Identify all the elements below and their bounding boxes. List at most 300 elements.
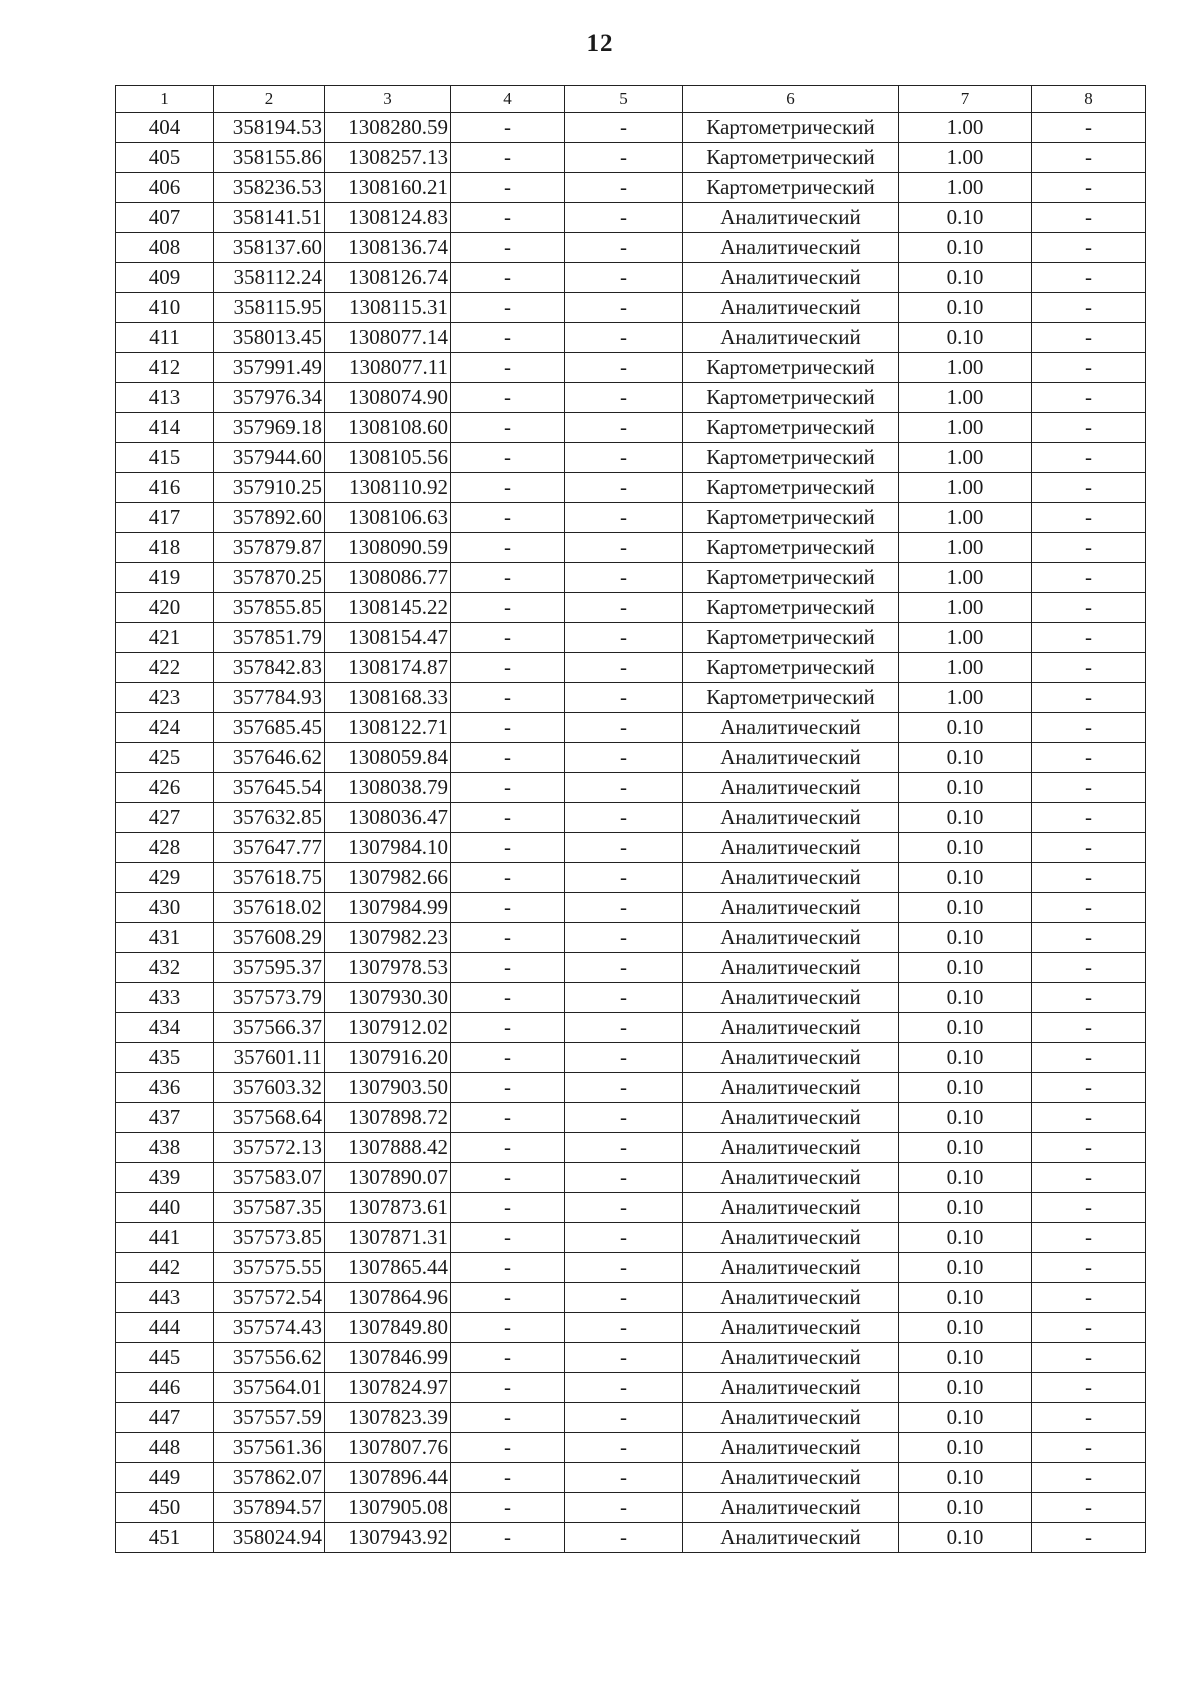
point-number-cell: 422 — [116, 653, 214, 683]
method-cell: Аналитический — [683, 773, 899, 803]
point-number-cell: 433 — [116, 983, 214, 1013]
accuracy-cell: 0.10 — [899, 263, 1032, 293]
point-number-cell: 414 — [116, 413, 214, 443]
coordinate-y-cell: 1307930.30 — [325, 983, 451, 1013]
accuracy-cell: 0.10 — [899, 713, 1032, 743]
column-4-cell: - — [451, 803, 565, 833]
column-5-cell: - — [565, 983, 683, 1013]
column-5-cell: - — [565, 383, 683, 413]
coordinate-y-cell: 1308122.71 — [325, 713, 451, 743]
table-row — [116, 1073, 1146, 1103]
column-8-cell: - — [1032, 1313, 1146, 1343]
column-4-cell: - — [451, 473, 565, 503]
column-5-cell: - — [565, 1133, 683, 1163]
column-5-cell: - — [565, 1223, 683, 1253]
coordinate-y-cell: 1307903.50 — [325, 1073, 451, 1103]
table-row — [116, 923, 1146, 953]
column-5-cell: - — [565, 293, 683, 323]
coordinate-x-cell: 357618.02 — [214, 893, 325, 923]
point-number-cell: 408 — [116, 233, 214, 263]
column-8-cell: - — [1032, 713, 1146, 743]
coordinate-x-cell: 357572.54 — [214, 1283, 325, 1313]
column-8-cell: - — [1032, 1523, 1146, 1553]
method-cell: Аналитический — [683, 953, 899, 983]
accuracy-cell: 1.00 — [899, 533, 1032, 563]
point-number-cell: 415 — [116, 443, 214, 473]
column-4-cell: - — [451, 773, 565, 803]
accuracy-cell: 0.10 — [899, 1103, 1032, 1133]
coordinate-y-cell: 1308077.14 — [325, 323, 451, 353]
coordinate-x-cell: 357685.45 — [214, 713, 325, 743]
point-number-cell: 421 — [116, 623, 214, 653]
coordinate-x-cell: 357573.79 — [214, 983, 325, 1013]
method-cell: Аналитический — [683, 293, 899, 323]
column-4-cell: - — [451, 1253, 565, 1283]
accuracy-cell: 1.00 — [899, 353, 1032, 383]
accuracy-cell: 1.00 — [899, 503, 1032, 533]
column-5-cell: - — [565, 1163, 683, 1193]
table-row — [116, 863, 1146, 893]
coordinate-y-cell: 1308105.56 — [325, 443, 451, 473]
column-5-cell: - — [565, 143, 683, 173]
column-5-cell: - — [565, 113, 683, 143]
table-row — [116, 593, 1146, 623]
accuracy-cell: 1.00 — [899, 593, 1032, 623]
column-header-7: 7 — [899, 86, 1032, 113]
point-number-cell: 443 — [116, 1283, 214, 1313]
table-row — [116, 953, 1146, 983]
coordinate-x-cell: 357601.11 — [214, 1043, 325, 1073]
column-8-cell: - — [1032, 893, 1146, 923]
coordinate-y-cell: 1308077.11 — [325, 353, 451, 383]
point-number-cell: 404 — [116, 113, 214, 143]
coordinate-x-cell: 357574.43 — [214, 1313, 325, 1343]
column-8-cell: - — [1032, 1403, 1146, 1433]
coordinate-y-cell: 1307824.97 — [325, 1373, 451, 1403]
column-8-cell: - — [1032, 683, 1146, 713]
accuracy-cell: 1.00 — [899, 623, 1032, 653]
method-cell: Картометрический — [683, 413, 899, 443]
coordinate-x-cell: 357587.35 — [214, 1193, 325, 1223]
column-5-cell: - — [565, 623, 683, 653]
accuracy-cell: 1.00 — [899, 473, 1032, 503]
coordinate-y-cell: 1307871.31 — [325, 1223, 451, 1253]
table-row — [116, 683, 1146, 713]
accuracy-cell: 1.00 — [899, 383, 1032, 413]
coordinate-x-cell: 357595.37 — [214, 953, 325, 983]
method-cell: Аналитический — [683, 983, 899, 1013]
point-number-cell: 440 — [116, 1193, 214, 1223]
coordinate-y-cell: 1307982.66 — [325, 863, 451, 893]
column-5-cell: - — [565, 1343, 683, 1373]
column-8-cell: - — [1032, 1493, 1146, 1523]
coordinate-x-cell: 357969.18 — [214, 413, 325, 443]
column-8-cell: - — [1032, 743, 1146, 773]
coordinate-y-cell: 1307888.42 — [325, 1133, 451, 1163]
column-4-cell: - — [451, 1343, 565, 1373]
table-row — [116, 1283, 1146, 1313]
point-number-cell: 450 — [116, 1493, 214, 1523]
column-8-cell: - — [1032, 383, 1146, 413]
coordinate-x-cell: 357573.85 — [214, 1223, 325, 1253]
method-cell: Аналитический — [683, 803, 899, 833]
coordinate-y-cell: 1308038.79 — [325, 773, 451, 803]
method-cell: Картометрический — [683, 503, 899, 533]
column-8-cell: - — [1032, 863, 1146, 893]
method-cell: Картометрический — [683, 443, 899, 473]
table-row — [116, 1253, 1146, 1283]
method-cell: Аналитический — [683, 1433, 899, 1463]
accuracy-cell: 0.10 — [899, 1283, 1032, 1313]
column-4-cell: - — [451, 533, 565, 563]
column-8-cell: - — [1032, 833, 1146, 863]
column-5-cell: - — [565, 653, 683, 683]
table-row — [116, 623, 1146, 653]
accuracy-cell: 0.10 — [899, 953, 1032, 983]
table-row — [116, 1343, 1146, 1373]
table-row — [116, 893, 1146, 923]
column-4-cell: - — [451, 1403, 565, 1433]
coordinate-x-cell: 358013.45 — [214, 323, 325, 353]
column-4-cell: - — [451, 443, 565, 473]
accuracy-cell: 0.10 — [899, 1163, 1032, 1193]
table-row — [116, 1133, 1146, 1163]
point-number-cell: 442 — [116, 1253, 214, 1283]
column-8-cell: - — [1032, 1193, 1146, 1223]
column-4-cell: - — [451, 293, 565, 323]
method-cell: Аналитический — [683, 1403, 899, 1433]
column-8-cell: - — [1032, 1103, 1146, 1133]
point-number-cell: 439 — [116, 1163, 214, 1193]
point-number-cell: 441 — [116, 1223, 214, 1253]
table-row — [116, 1433, 1146, 1463]
column-8-cell: - — [1032, 1163, 1146, 1193]
method-cell: Картометрический — [683, 533, 899, 563]
column-8-cell: - — [1032, 143, 1146, 173]
column-4-cell: - — [451, 683, 565, 713]
accuracy-cell: 0.10 — [899, 1133, 1032, 1163]
point-number-cell: 423 — [116, 683, 214, 713]
column-8-cell: - — [1032, 563, 1146, 593]
coordinate-x-cell: 358155.86 — [214, 143, 325, 173]
method-cell: Картометрический — [683, 383, 899, 413]
column-5-cell: - — [565, 1493, 683, 1523]
column-4-cell: - — [451, 1433, 565, 1463]
method-cell: Аналитический — [683, 1193, 899, 1223]
coordinate-y-cell: 1307916.20 — [325, 1043, 451, 1073]
point-number-cell: 416 — [116, 473, 214, 503]
table-row — [116, 1103, 1146, 1133]
column-4-cell: - — [451, 233, 565, 263]
accuracy-cell: 0.10 — [899, 863, 1032, 893]
coordinate-y-cell: 1308108.60 — [325, 413, 451, 443]
column-4-cell: - — [451, 203, 565, 233]
column-header-1: 1 — [116, 86, 214, 113]
coordinate-x-cell: 357608.29 — [214, 923, 325, 953]
column-5-cell: - — [565, 533, 683, 563]
coordinate-y-cell: 1308106.63 — [325, 503, 451, 533]
point-number-cell: 447 — [116, 1403, 214, 1433]
column-4-cell: - — [451, 833, 565, 863]
column-4-cell: - — [451, 323, 565, 353]
column-8-cell: - — [1032, 623, 1146, 653]
point-number-cell: 418 — [116, 533, 214, 563]
column-4-cell: - — [451, 503, 565, 533]
method-cell: Аналитический — [683, 1523, 899, 1553]
table-row — [116, 1043, 1146, 1073]
column-5-cell: - — [565, 1403, 683, 1433]
table-row — [116, 323, 1146, 353]
column-4-cell: - — [451, 713, 565, 743]
column-5-cell: - — [565, 1043, 683, 1073]
column-8-cell: - — [1032, 113, 1146, 143]
accuracy-cell: 0.10 — [899, 923, 1032, 953]
column-5-cell: - — [565, 683, 683, 713]
column-header-5: 5 — [565, 86, 683, 113]
table-row — [116, 413, 1146, 443]
header-row — [116, 86, 1146, 113]
method-cell: Аналитический — [683, 1043, 899, 1073]
column-5-cell: - — [565, 803, 683, 833]
column-4-cell: - — [451, 353, 565, 383]
method-cell: Аналитический — [683, 263, 899, 293]
point-number-cell: 412 — [116, 353, 214, 383]
column-5-cell: - — [565, 233, 683, 263]
accuracy-cell: 0.10 — [899, 1043, 1032, 1073]
method-cell: Картометрический — [683, 173, 899, 203]
coordinate-x-cell: 357910.25 — [214, 473, 325, 503]
column-header-2: 2 — [214, 86, 325, 113]
method-cell: Аналитический — [683, 1463, 899, 1493]
accuracy-cell: 1.00 — [899, 443, 1032, 473]
coordinate-y-cell: 1308257.13 — [325, 143, 451, 173]
coordinate-x-cell: 358115.95 — [214, 293, 325, 323]
column-4-cell: - — [451, 983, 565, 1013]
coordinate-x-cell: 358236.53 — [214, 173, 325, 203]
coordinate-x-cell: 357645.54 — [214, 773, 325, 803]
coordinate-x-cell: 357647.77 — [214, 833, 325, 863]
column-4-cell: - — [451, 1133, 565, 1163]
column-5-cell: - — [565, 203, 683, 233]
coordinate-y-cell: 1308145.22 — [325, 593, 451, 623]
coordinate-x-cell: 357556.62 — [214, 1343, 325, 1373]
table-row — [116, 143, 1146, 173]
accuracy-cell: 0.10 — [899, 293, 1032, 323]
accuracy-cell: 0.10 — [899, 833, 1032, 863]
method-cell: Аналитический — [683, 713, 899, 743]
column-4-cell: - — [451, 143, 565, 173]
column-5-cell: - — [565, 1373, 683, 1403]
coordinate-y-cell: 1307849.80 — [325, 1313, 451, 1343]
coordinate-y-cell: 1307873.61 — [325, 1193, 451, 1223]
method-cell: Аналитический — [683, 1313, 899, 1343]
method-cell: Аналитический — [683, 1163, 899, 1193]
column-header-4: 4 — [451, 86, 565, 113]
table-row — [116, 653, 1146, 683]
point-number-cell: 407 — [116, 203, 214, 233]
method-cell: Аналитический — [683, 1223, 899, 1253]
column-5-cell: - — [565, 923, 683, 953]
accuracy-cell: 1.00 — [899, 413, 1032, 443]
accuracy-cell: 0.10 — [899, 1493, 1032, 1523]
coordinate-y-cell: 1308110.92 — [325, 473, 451, 503]
coordinate-y-cell: 1307982.23 — [325, 923, 451, 953]
column-8-cell: - — [1032, 203, 1146, 233]
column-header-3: 3 — [325, 86, 451, 113]
coordinate-x-cell: 357557.59 — [214, 1403, 325, 1433]
column-4-cell: - — [451, 1493, 565, 1523]
column-4-cell: - — [451, 1463, 565, 1493]
point-number-cell: 409 — [116, 263, 214, 293]
table-row — [116, 383, 1146, 413]
table-row — [116, 233, 1146, 263]
table-row — [116, 293, 1146, 323]
coordinate-x-cell: 357842.83 — [214, 653, 325, 683]
accuracy-cell: 0.10 — [899, 1223, 1032, 1253]
column-4-cell: - — [451, 563, 565, 593]
table-row — [116, 833, 1146, 863]
table-row — [116, 563, 1146, 593]
column-8-cell: - — [1032, 1013, 1146, 1043]
method-cell: Аналитический — [683, 1343, 899, 1373]
table-body — [116, 113, 1146, 1553]
table-row — [116, 533, 1146, 563]
table-header — [116, 86, 1146, 113]
coordinate-x-cell: 357603.32 — [214, 1073, 325, 1103]
coordinate-y-cell: 1308074.90 — [325, 383, 451, 413]
point-number-cell: 444 — [116, 1313, 214, 1343]
column-8-cell: - — [1032, 323, 1146, 353]
column-4-cell: - — [451, 593, 565, 623]
coordinate-y-cell: 1307984.99 — [325, 893, 451, 923]
column-8-cell: - — [1032, 593, 1146, 623]
column-8-cell: - — [1032, 923, 1146, 953]
accuracy-cell: 0.10 — [899, 1403, 1032, 1433]
table-row — [116, 1163, 1146, 1193]
column-5-cell: - — [565, 1193, 683, 1223]
column-4-cell: - — [451, 1313, 565, 1343]
column-5-cell: - — [565, 713, 683, 743]
column-8-cell: - — [1032, 1223, 1146, 1253]
method-cell: Аналитический — [683, 1373, 899, 1403]
accuracy-cell: 0.10 — [899, 743, 1032, 773]
coordinate-x-cell: 357894.57 — [214, 1493, 325, 1523]
table-row — [116, 1523, 1146, 1553]
method-cell: Аналитический — [683, 323, 899, 353]
column-8-cell: - — [1032, 1283, 1146, 1313]
coordinate-y-cell: 1307943.92 — [325, 1523, 451, 1553]
coordinate-x-cell: 357632.85 — [214, 803, 325, 833]
column-4-cell: - — [451, 893, 565, 923]
column-5-cell: - — [565, 1433, 683, 1463]
column-4-cell: - — [451, 1193, 565, 1223]
coordinate-x-cell: 358024.94 — [214, 1523, 325, 1553]
method-cell: Аналитический — [683, 1253, 899, 1283]
column-4-cell: - — [451, 953, 565, 983]
table-row — [116, 113, 1146, 143]
column-5-cell: - — [565, 263, 683, 293]
column-8-cell: - — [1032, 773, 1146, 803]
coordinate-y-cell: 1308160.21 — [325, 173, 451, 203]
coordinate-x-cell: 357851.79 — [214, 623, 325, 653]
point-number-cell: 449 — [116, 1463, 214, 1493]
coordinate-y-cell: 1308059.84 — [325, 743, 451, 773]
coordinate-x-cell: 357646.62 — [214, 743, 325, 773]
column-4-cell: - — [451, 1103, 565, 1133]
column-4-cell: - — [451, 1373, 565, 1403]
coordinate-x-cell: 358141.51 — [214, 203, 325, 233]
coordinate-x-cell: 358112.24 — [214, 263, 325, 293]
method-cell: Аналитический — [683, 1133, 899, 1163]
coordinate-y-cell: 1308036.47 — [325, 803, 451, 833]
coordinate-x-cell: 357572.13 — [214, 1133, 325, 1163]
coordinate-x-cell: 357862.07 — [214, 1463, 325, 1493]
column-4-cell: - — [451, 113, 565, 143]
column-5-cell: - — [565, 773, 683, 803]
column-8-cell: - — [1032, 1073, 1146, 1103]
coordinate-x-cell: 357991.49 — [214, 353, 325, 383]
accuracy-cell: 0.10 — [899, 1523, 1032, 1553]
point-number-cell: 413 — [116, 383, 214, 413]
method-cell: Аналитический — [683, 1283, 899, 1313]
accuracy-cell: 0.10 — [899, 1373, 1032, 1403]
column-8-cell: - — [1032, 353, 1146, 383]
accuracy-cell: 1.00 — [899, 113, 1032, 143]
coordinate-y-cell: 1308174.87 — [325, 653, 451, 683]
method-cell: Аналитический — [683, 1493, 899, 1523]
coordinate-y-cell: 1308136.74 — [325, 233, 451, 263]
column-8-cell: - — [1032, 1373, 1146, 1403]
column-8-cell: - — [1032, 1343, 1146, 1373]
coordinate-y-cell: 1307890.07 — [325, 1163, 451, 1193]
coordinate-x-cell: 357976.34 — [214, 383, 325, 413]
column-4-cell: - — [451, 173, 565, 203]
accuracy-cell: 0.10 — [899, 893, 1032, 923]
table-row — [116, 713, 1146, 743]
coordinate-x-cell: 358137.60 — [214, 233, 325, 263]
column-8-cell: - — [1032, 173, 1146, 203]
coordinate-y-cell: 1308124.83 — [325, 203, 451, 233]
method-cell: Картометрический — [683, 353, 899, 383]
method-cell: Картометрический — [683, 473, 899, 503]
coordinate-y-cell: 1307807.76 — [325, 1433, 451, 1463]
point-number-cell: 425 — [116, 743, 214, 773]
column-5-cell: - — [565, 1103, 683, 1133]
column-5-cell: - — [565, 473, 683, 503]
accuracy-cell: 0.10 — [899, 1343, 1032, 1373]
column-4-cell: - — [451, 1163, 565, 1193]
point-number-cell: 432 — [116, 953, 214, 983]
column-8-cell: - — [1032, 473, 1146, 503]
column-5-cell: - — [565, 1523, 683, 1553]
point-number-cell: 410 — [116, 293, 214, 323]
column-4-cell: - — [451, 863, 565, 893]
table-row — [116, 353, 1146, 383]
coordinate-y-cell: 1308280.59 — [325, 113, 451, 143]
coordinate-y-cell: 1308090.59 — [325, 533, 451, 563]
table-row — [116, 1493, 1146, 1523]
table-row — [116, 443, 1146, 473]
column-4-cell: - — [451, 383, 565, 413]
table-row — [116, 1313, 1146, 1343]
method-cell: Аналитический — [683, 863, 899, 893]
table-row — [116, 1193, 1146, 1223]
coordinate-y-cell: 1307898.72 — [325, 1103, 451, 1133]
table-row — [116, 203, 1146, 233]
coordinate-x-cell: 357879.87 — [214, 533, 325, 563]
point-number-cell: 406 — [116, 173, 214, 203]
column-8-cell: - — [1032, 503, 1146, 533]
